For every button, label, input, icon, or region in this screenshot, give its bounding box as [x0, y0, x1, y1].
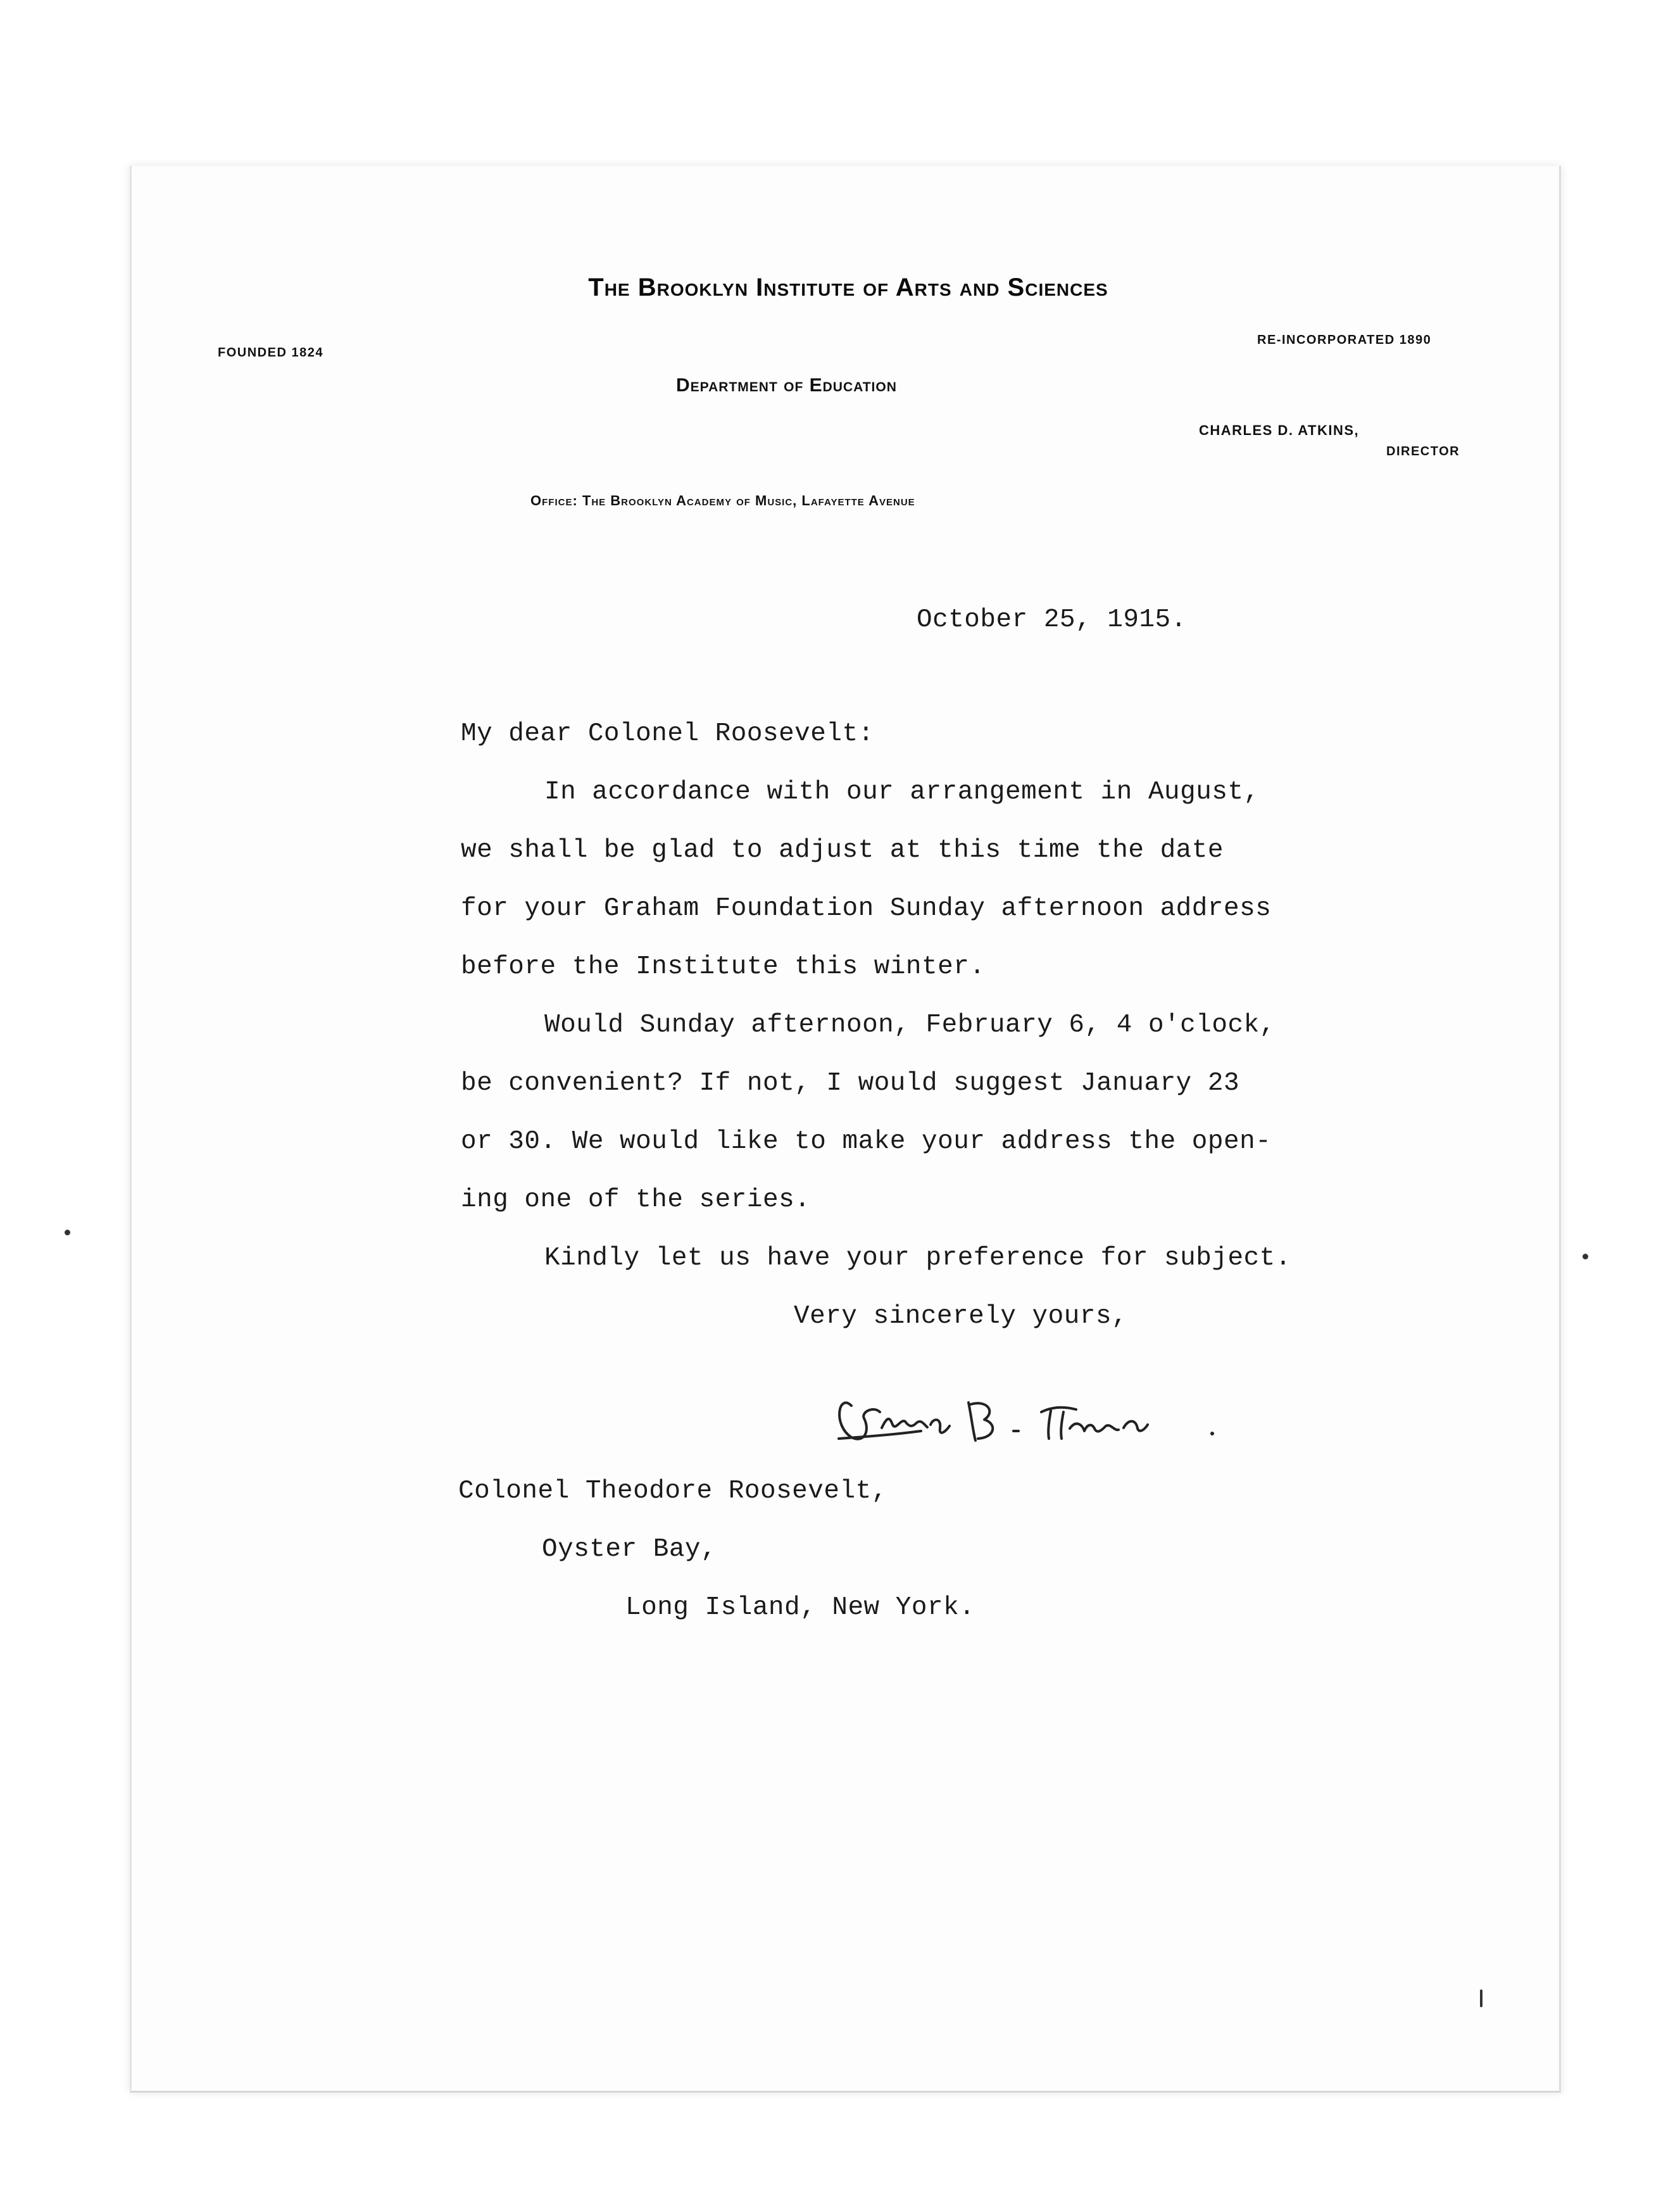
scan-mark	[1480, 1989, 1483, 2007]
handwritten-signature	[826, 1368, 1257, 1463]
letterhead-director-name: CHARLES D. ATKINS,	[1199, 422, 1360, 438]
letter-body-line: for your Graham Foundation Sunday afternoon address	[461, 894, 1272, 923]
letter-body-line: Kindly let us have your preference for subject.	[544, 1244, 1291, 1273]
letter-salutation: My dear Colonel Roosevelt:	[461, 719, 874, 748]
letterhead-reincorporated: RE-INCORPORATED 1890	[1257, 333, 1432, 347]
letterhead-director-title: DIRECTOR	[1386, 444, 1460, 458]
letter-body-line: or 30. We would like to make your address the open-	[461, 1127, 1272, 1156]
scan-speck	[1583, 1254, 1588, 1259]
letter-sheet	[130, 166, 1561, 2093]
letterhead-founded: FOUNDED 1824	[218, 346, 323, 360]
letterhead-department: Department of Education	[676, 375, 897, 396]
address-line: Colonel Theodore Roosevelt,	[458, 1477, 887, 1506]
address-line: Oyster Bay,	[542, 1535, 717, 1564]
letter-body-line: ing one of the series.	[461, 1185, 811, 1214]
address-line: Long Island, New York.	[625, 1593, 975, 1622]
letter-body-line: Would Sunday afternoon, February 6, 4 o'clock,	[544, 1011, 1276, 1040]
letter-body-line: we shall be glad to adjust at this time the date	[461, 836, 1224, 865]
letter-date: October 25, 1915.	[917, 605, 1187, 634]
letter-body-line: be convenient? If not, I would suggest January 23	[461, 1069, 1240, 1098]
letterhead-institution: The Brooklyn Institute of Arts and Sciences	[588, 274, 1108, 301]
letterhead-office: Office: The Brooklyn Academy of Music, Lafayette Avenue	[530, 493, 915, 508]
letter-closing: Very sincerely yours,	[794, 1302, 1128, 1331]
scan-speck	[65, 1230, 70, 1235]
letter-body-line: before the Institute this winter.	[461, 952, 986, 981]
letter-body-line: In accordance with our arrangement in August,	[544, 778, 1260, 807]
